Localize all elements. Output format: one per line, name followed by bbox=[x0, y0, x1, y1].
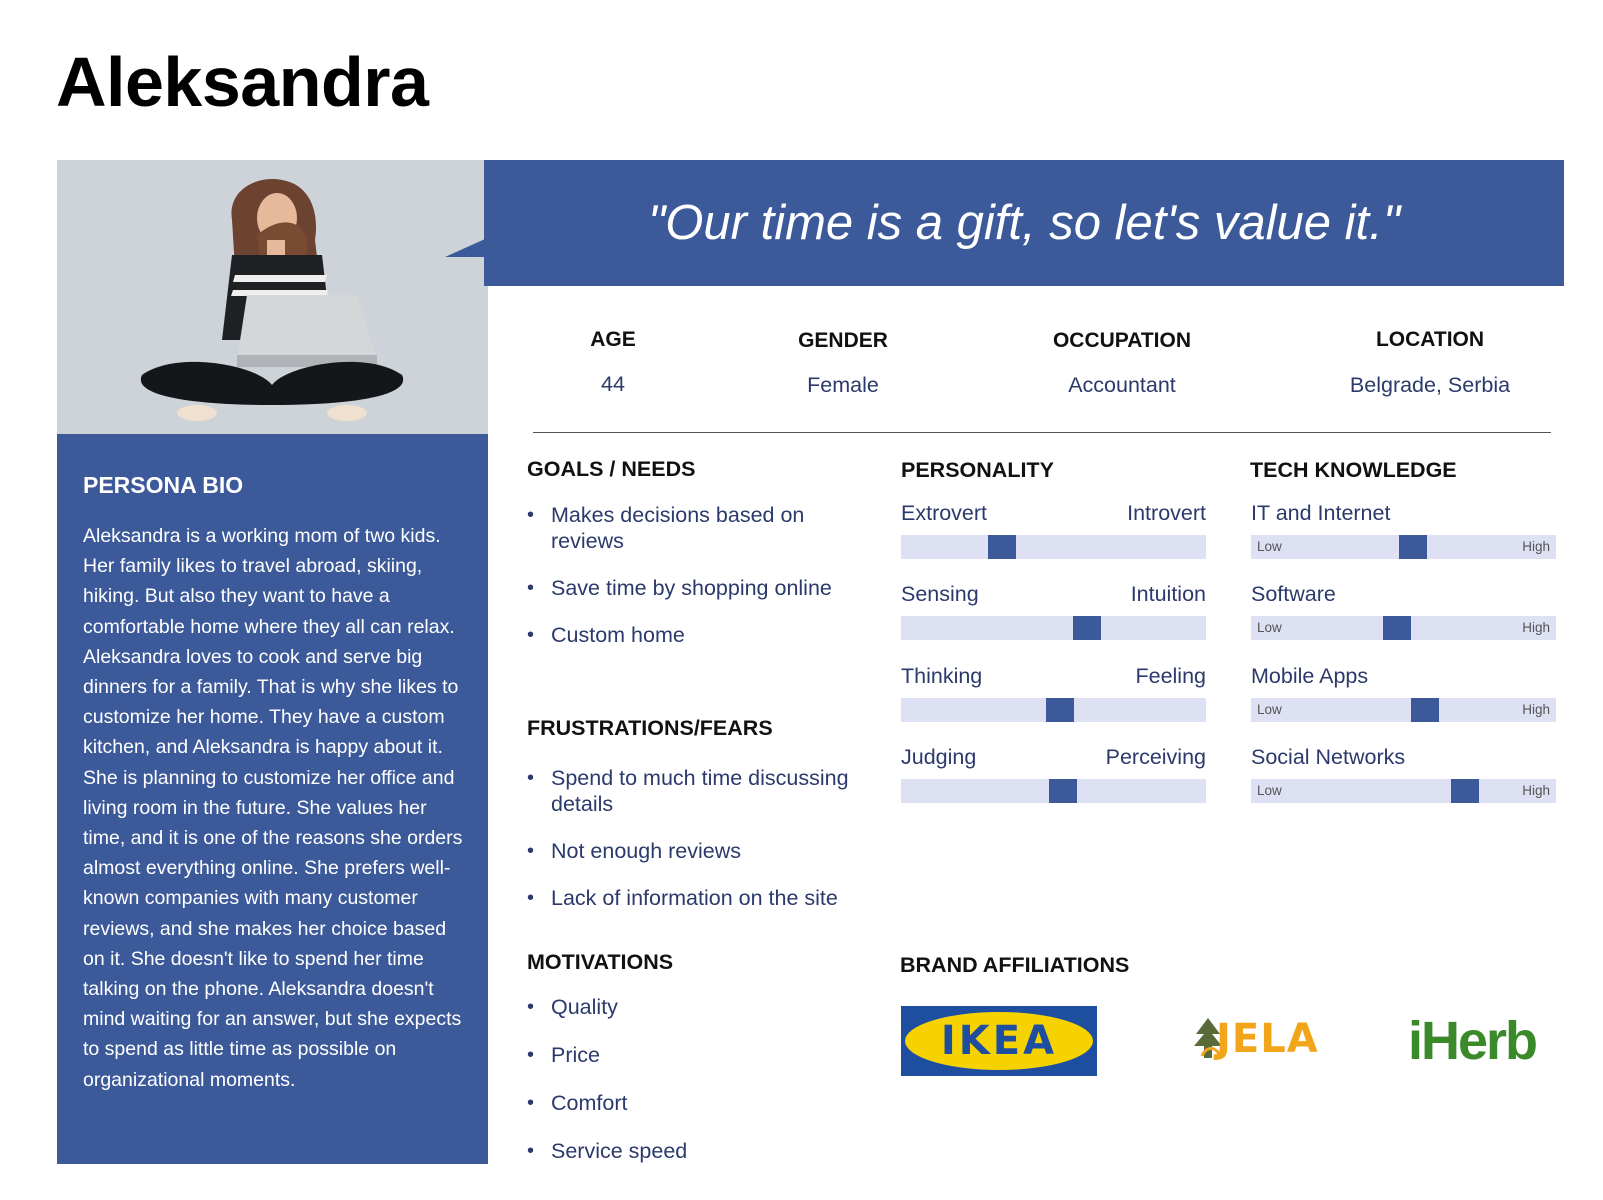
persona-name: Aleksandra bbox=[56, 43, 429, 121]
frustrations-list bbox=[527, 765, 867, 911]
age-value: 44 bbox=[601, 372, 625, 396]
scale-marker bbox=[1399, 535, 1427, 559]
scale-left-label: Thinking bbox=[901, 664, 983, 688]
scale-track bbox=[901, 779, 1206, 803]
motivation-item: • Comfort bbox=[527, 1090, 867, 1116]
persona-photo-woman-with-laptop-icon bbox=[57, 160, 488, 434]
scale-right-label: Feeling bbox=[1135, 664, 1206, 688]
scale-right-label: Perceiving bbox=[1105, 745, 1206, 769]
high-label: High bbox=[1522, 702, 1550, 717]
bio-text: Aleksandra is a working mom of two kids. Her family likes to travel abroad, skiing, hiking. But also they want to have a comfortable home where they all can relax. Aleksandra loves to cook and serve big dinners for a family. That is why she likes to customize her home. They have a custom kitchen, and Aleksandra is happy about it. She is planning to customize her office and living room in the future. She values her time, and it is one of the reasons she orders almost everything online. She prefers well-known companies with many customer reviews, and she makes her choice based on it. She doesn't like to spend her time talking on the phone. Aleksandra doesn't mind waiting for an answer, but she expects to spend as little time as possible on organizational moments. bbox=[83, 525, 463, 1091]
ikea-wordmark: IKEA bbox=[940, 1018, 1058, 1064]
scale-left-label: Extrovert bbox=[901, 501, 988, 525]
location-value: Belgrade, Serbia bbox=[1349, 373, 1511, 397]
personality-title: PERSONALITY bbox=[901, 458, 1054, 482]
high-label: High bbox=[1522, 783, 1550, 798]
motivations-title: MOTIVATIONS bbox=[527, 950, 674, 974]
gender-label: GENDER bbox=[798, 329, 888, 352]
tech-title: TECH KNOWLEDGE bbox=[1250, 458, 1457, 482]
section-divider bbox=[533, 432, 1551, 433]
tech-scale-label: IT and Internet bbox=[1251, 501, 1391, 525]
occupation-value: Accountant bbox=[1068, 373, 1176, 397]
jela-wordmark: JELA bbox=[1216, 1016, 1319, 1062]
frustration-item: • Lack of information on the site bbox=[527, 885, 867, 911]
scale-track bbox=[901, 698, 1206, 722]
iherb-wordmark: iHerb bbox=[1408, 1011, 1537, 1071]
tech-scale-label: Mobile Apps bbox=[1251, 664, 1369, 688]
high-label: High bbox=[1522, 539, 1550, 554]
scale-track bbox=[1251, 779, 1556, 803]
goals-title: GOALS / NEEDS bbox=[527, 457, 696, 481]
gender-value: Female bbox=[807, 373, 879, 397]
scale-track bbox=[901, 535, 1206, 559]
occupation-label: OCCUPATION bbox=[1052, 329, 1192, 352]
high-label: High bbox=[1522, 620, 1550, 635]
location-label: LOCATION bbox=[1375, 328, 1485, 351]
motivation-item: • Service speed bbox=[527, 1138, 867, 1164]
motivation-item: • Quality bbox=[527, 994, 867, 1020]
scale-marker bbox=[1411, 698, 1439, 722]
goal-item: • Save time by shopping online bbox=[527, 575, 867, 601]
brands-title: BRAND AFFILIATIONS bbox=[900, 953, 1130, 977]
frustrations-title: FRUSTRATIONS/FEARS bbox=[527, 716, 773, 740]
ikea-logo bbox=[901, 1006, 1097, 1076]
iherb-logo bbox=[1408, 1010, 1548, 1070]
scale-marker bbox=[988, 535, 1016, 559]
scale-right-label: Intuition bbox=[1130, 582, 1206, 606]
goals-list bbox=[527, 502, 867, 648]
scale-track bbox=[1251, 698, 1556, 722]
scale-marker bbox=[1383, 616, 1411, 640]
scale-left-label: Sensing bbox=[901, 582, 979, 606]
low-label: Low bbox=[1257, 620, 1282, 635]
scale-marker bbox=[1073, 616, 1101, 640]
jela-logo bbox=[1192, 1016, 1342, 1066]
frustration-item: • Spend to much time discussing details bbox=[527, 765, 867, 817]
scale-right-label: Introvert bbox=[1127, 501, 1206, 525]
goal-item: • Makes decisions based on reviews bbox=[527, 502, 867, 554]
persona-photo bbox=[57, 160, 488, 434]
goal-item: • Custom home bbox=[527, 622, 867, 648]
frustration-item: • Not enough reviews bbox=[527, 838, 867, 864]
motivation-item: • Price bbox=[527, 1042, 867, 1068]
scale-track bbox=[1251, 616, 1556, 640]
tech-scale-label: Software bbox=[1251, 582, 1336, 606]
bio-title: PERSONA BIO bbox=[83, 472, 244, 498]
scale-track bbox=[1251, 535, 1556, 559]
scale-track bbox=[901, 616, 1206, 640]
scale-marker bbox=[1046, 698, 1074, 722]
scale-marker bbox=[1451, 779, 1479, 803]
scale-left-label: Judging bbox=[901, 745, 977, 769]
low-label: Low bbox=[1257, 783, 1282, 798]
scale-marker bbox=[1049, 779, 1077, 803]
low-label: Low bbox=[1257, 702, 1282, 717]
persona-quote: "Our time is a gift, so let's value it." bbox=[647, 196, 1401, 250]
motivations-list bbox=[527, 994, 867, 1164]
quote-banner-pointer bbox=[445, 239, 485, 257]
tech-scale-label: Social Networks bbox=[1251, 745, 1406, 769]
age-label: AGE bbox=[590, 328, 636, 351]
low-label: Low bbox=[1257, 539, 1282, 554]
